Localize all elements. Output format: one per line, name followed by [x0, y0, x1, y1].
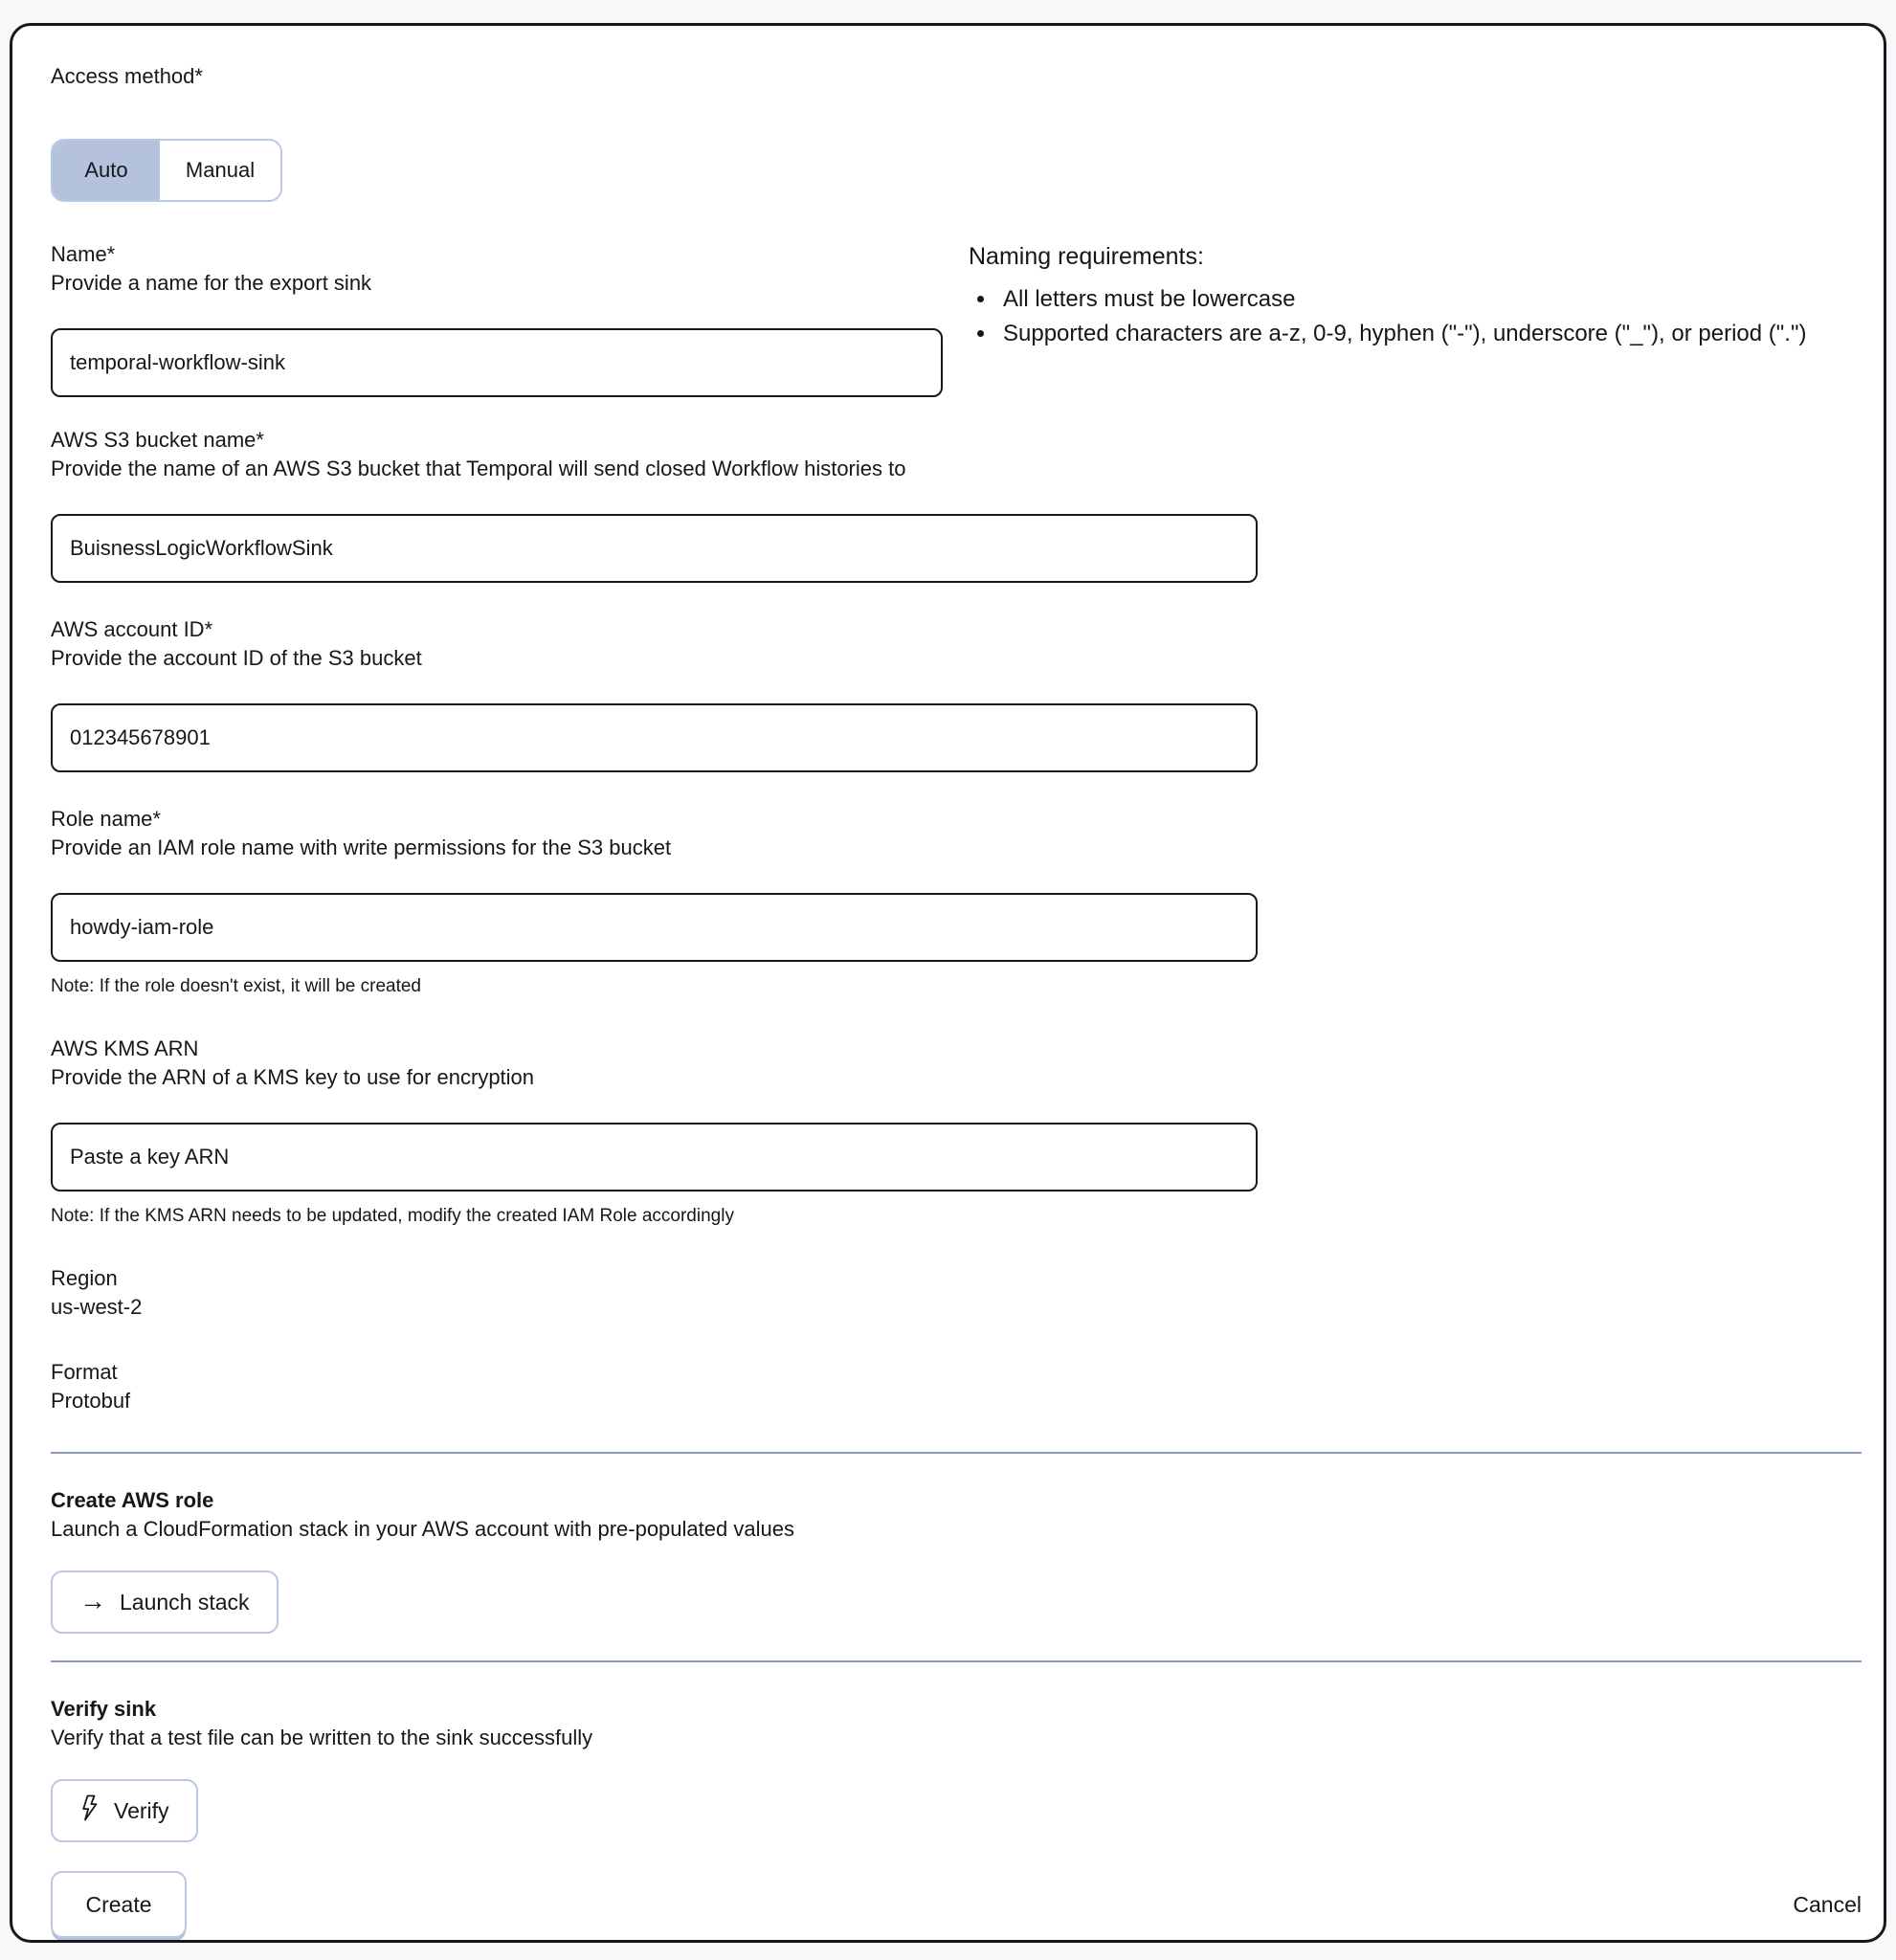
format-group	[51, 1358, 1838, 1415]
format-value: Protobuf	[51, 1389, 131, 1413]
name-and-requirements-row	[51, 240, 1838, 397]
name-field-group	[51, 240, 943, 397]
verify-sink-section	[51, 1695, 1838, 1842]
role-name-input[interactable]	[51, 893, 1258, 962]
kms-arn-note: Note: If the KMS ARN needs to be updated, modify the created IAM Role accordingly	[51, 1206, 734, 1226]
role-name-description: Provide an IAM role name with write permissions for the S3 bucket	[51, 835, 672, 859]
format-label: Format	[51, 1360, 118, 1384]
form-footer	[51, 1871, 1862, 1938]
verify-sink-description: Verify that a test file can be written to the sink successfully	[51, 1726, 593, 1749]
kms-arn-description: Provide the ARN of a KMS key to use for encryption	[51, 1065, 535, 1089]
verify-button-label: Verify	[114, 1797, 169, 1823]
naming-requirements	[969, 240, 1838, 397]
arrow-right-icon: →	[79, 1586, 106, 1615]
section-divider	[51, 1660, 1862, 1662]
lightning-icon	[79, 1794, 100, 1827]
access-method-option-manual[interactable]: Manual	[160, 141, 280, 200]
create-aws-role-description: Launch a CloudFormation stack in your AWS account with pre-populated values	[51, 1517, 794, 1541]
account-id-field-group	[51, 615, 1838, 772]
naming-requirements-title: Naming requirements:	[969, 243, 1204, 270]
verify-button[interactable]	[51, 1779, 198, 1842]
account-id-input[interactable]	[51, 703, 1258, 772]
s3-bucket-input[interactable]	[51, 514, 1258, 583]
role-name-label: Role name*	[51, 807, 161, 831]
launch-stack-button-label: Launch stack	[120, 1589, 250, 1615]
naming-requirement-item: • Supported characters are a-z, 0-9, hyphen ("-"), underscore ("_"), or period (".")	[997, 317, 1838, 351]
name-input[interactable]	[51, 328, 943, 397]
create-aws-role-title: Create AWS role	[51, 1488, 214, 1512]
s3-bucket-label: AWS S3 bucket name*	[51, 428, 264, 452]
verify-sink-title: Verify sink	[51, 1697, 157, 1721]
naming-requirement-item: • All letters must be lowercase	[997, 282, 1838, 317]
region-value: us-west-2	[51, 1295, 143, 1319]
role-name-note: Note: If the role doesn't exist, it will be created	[51, 976, 421, 996]
name-label: Name*	[51, 242, 116, 266]
create-button[interactable]: Create	[51, 1871, 187, 1938]
kms-arn-label: AWS KMS ARN	[51, 1036, 199, 1060]
name-description: Provide a name for the export sink	[51, 271, 372, 295]
cancel-button[interactable]: Cancel	[1793, 1891, 1862, 1917]
kms-arn-input[interactable]	[51, 1123, 1258, 1192]
kms-arn-field-group	[51, 1035, 1838, 1228]
s3-bucket-field-group	[51, 426, 1838, 583]
launch-stack-button[interactable]	[51, 1570, 279, 1634]
account-id-description: Provide the account ID of the S3 bucket	[51, 646, 422, 670]
access-method-toggle	[51, 139, 282, 202]
s3-bucket-description: Provide the name of an AWS S3 bucket that Temporal will send closed Workflow histories to	[51, 457, 906, 480]
role-name-field-group	[51, 805, 1838, 998]
region-label: Region	[51, 1266, 118, 1290]
access-method-option-auto[interactable]: Auto	[53, 141, 160, 200]
naming-requirements-list	[997, 282, 1838, 351]
export-sink-form	[10, 23, 1886, 1943]
account-id-label: AWS account ID*	[51, 617, 213, 641]
section-divider	[51, 1452, 1862, 1454]
access-method-label: Access method*	[51, 64, 203, 88]
create-aws-role-section	[51, 1486, 1838, 1634]
region-group	[51, 1264, 1838, 1322]
